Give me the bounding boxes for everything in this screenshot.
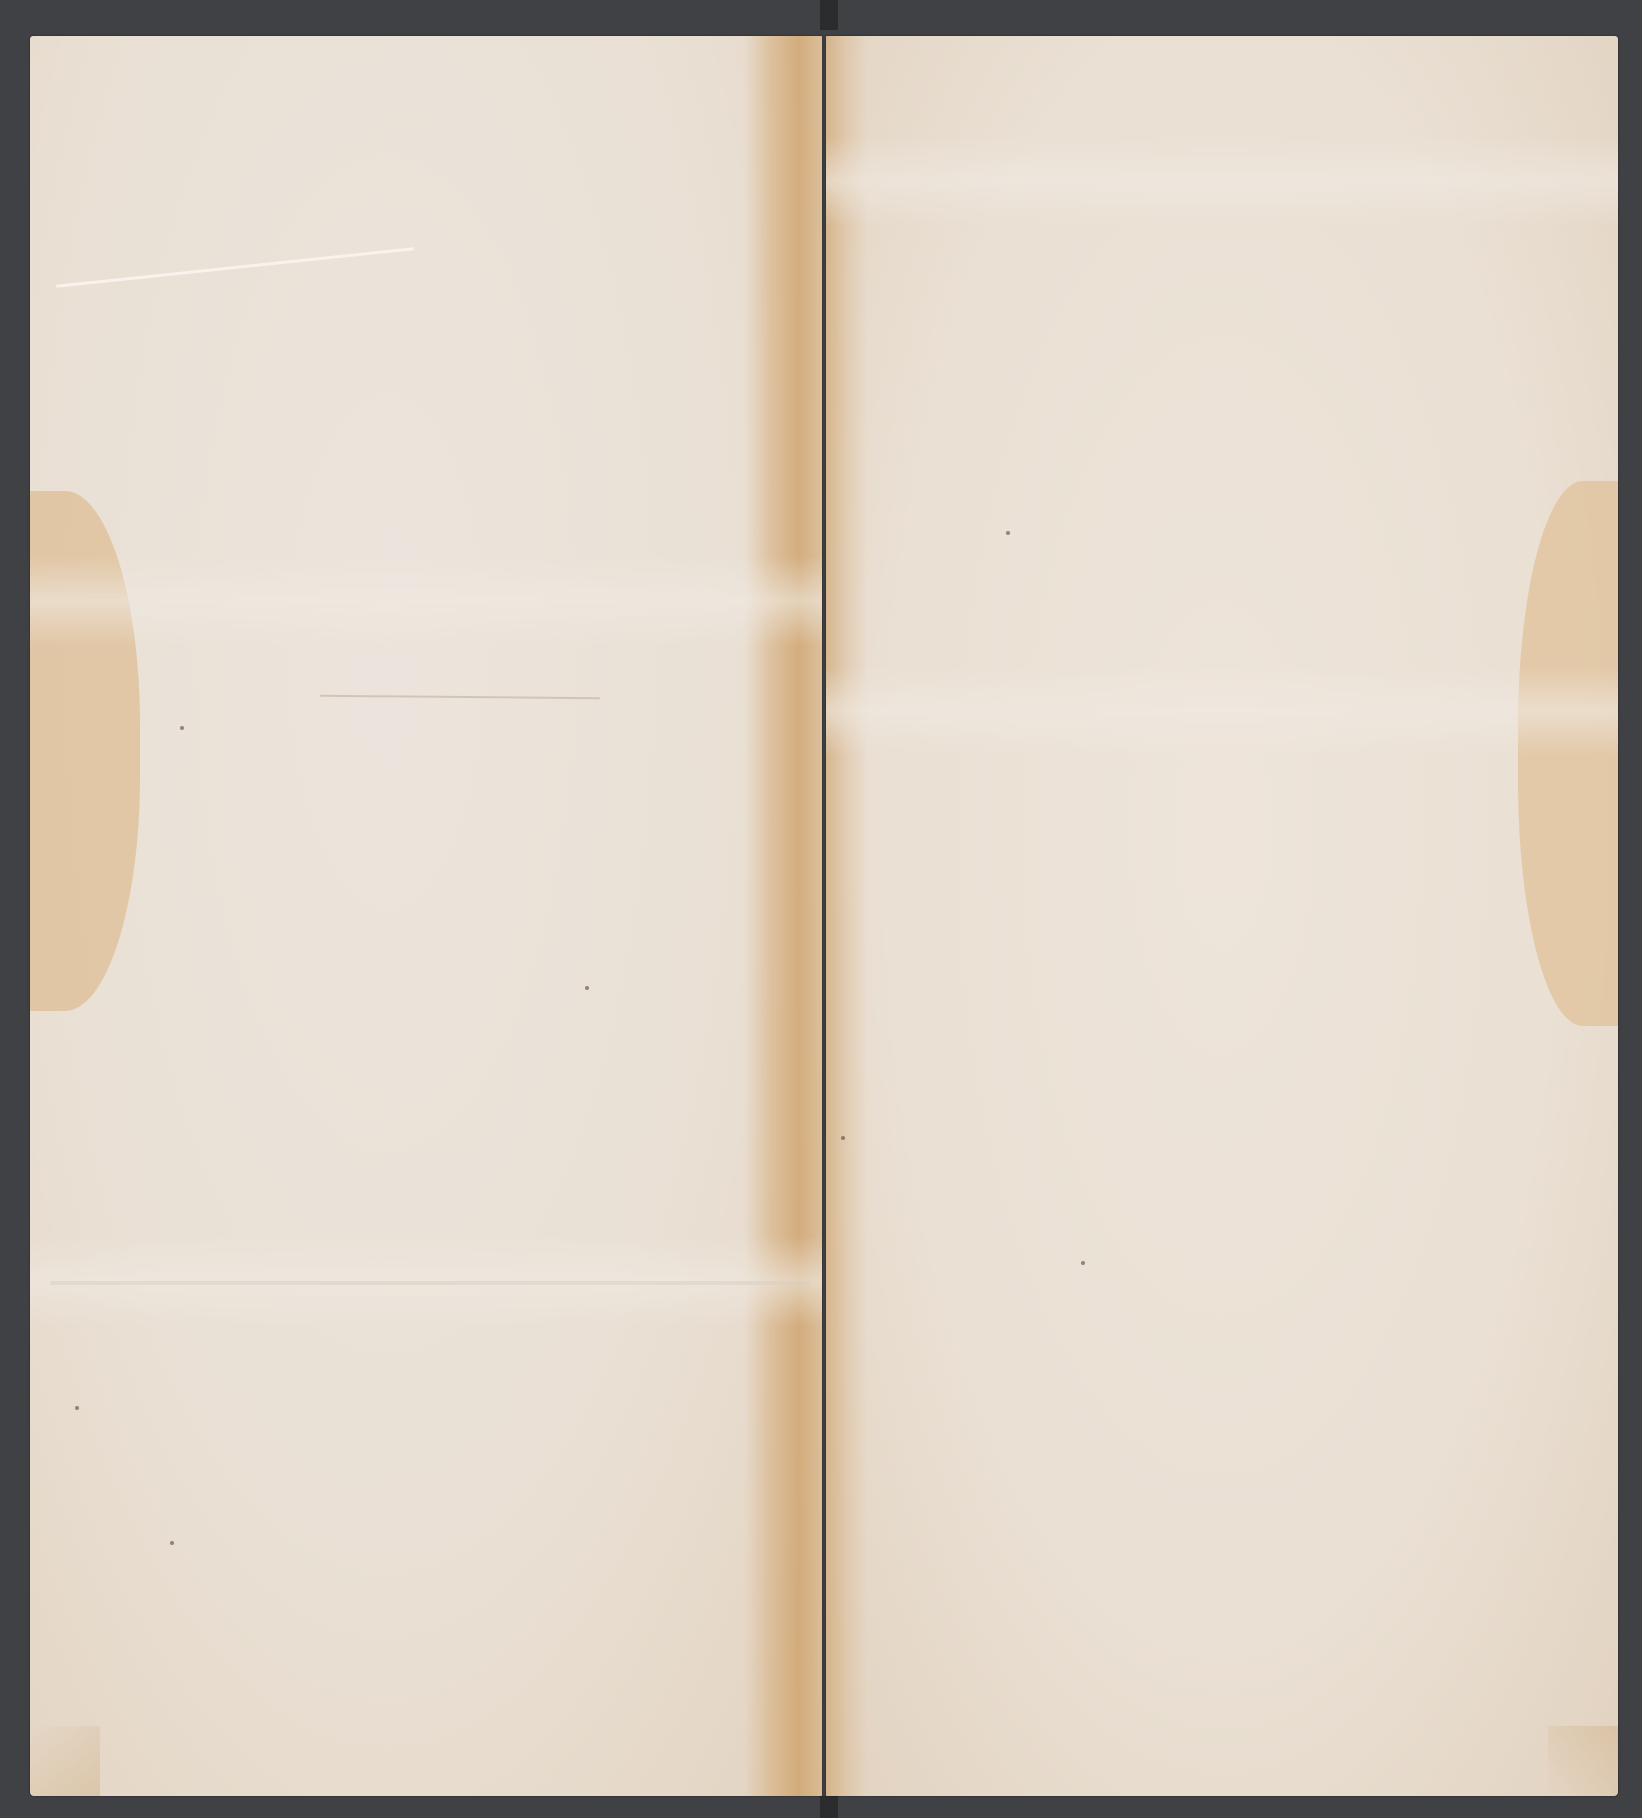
- corner-wear: [1548, 1726, 1618, 1796]
- gutter-water-stain: [826, 36, 868, 1796]
- corner-wear: [30, 1726, 100, 1796]
- paper-crease: [56, 247, 414, 288]
- paper-wrinkle: [826, 136, 1618, 226]
- bottom-gutter-shadow: [820, 1796, 838, 1818]
- paper-speck: [75, 1406, 79, 1410]
- paper-speck: [1006, 531, 1010, 535]
- gutter-water-stain: [744, 36, 822, 1796]
- paper-wrinkle: [30, 556, 822, 646]
- paper-speck: [180, 726, 184, 730]
- paper-speck: [1081, 1261, 1085, 1265]
- paper-wrinkle: [826, 666, 1618, 756]
- paper-crease: [320, 695, 600, 699]
- paper-crease: [50, 1281, 810, 1285]
- paper-speck: [170, 1541, 174, 1545]
- paper-speck: [841, 1136, 845, 1140]
- paper-speck: [585, 986, 589, 990]
- right-page: [826, 36, 1618, 1796]
- top-gutter-shadow: [820, 0, 838, 30]
- left-page: [30, 36, 822, 1796]
